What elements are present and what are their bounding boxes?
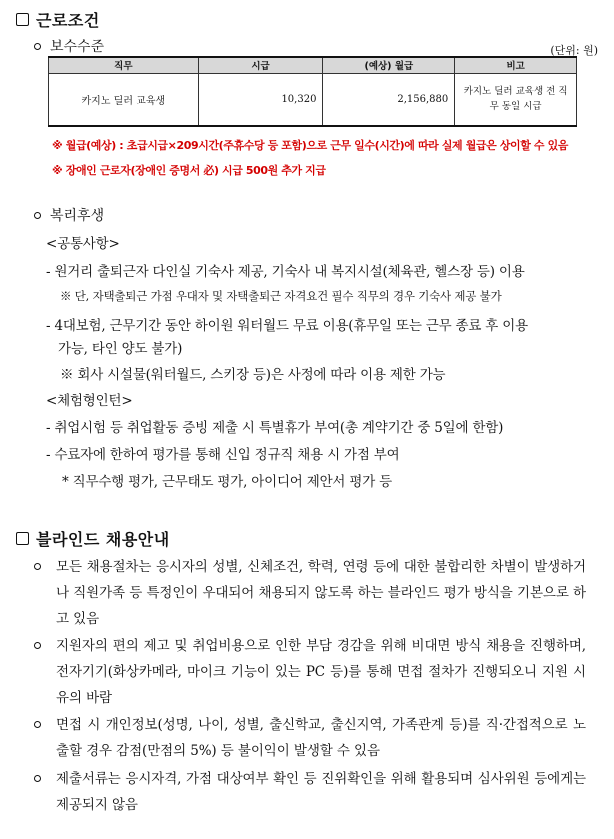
circle-bullet-icon [34,642,41,649]
note-disabled-worker: ※ 장애인 근로자(장애인 증명서 必) 시급 500원 추가 지급 [52,164,326,177]
circle-bullet-icon [34,721,41,728]
circle-bullet-icon [34,212,41,219]
welfare-line: 가능, 타인 양도 불가) [58,341,183,357]
checkbox-square-icon [16,13,29,26]
welfare-line: - 수료자에 한하여 평가를 통해 신입 정규직 채용 시 가점 부여 [46,447,400,463]
table-header-row [49,57,577,73]
column-header: 직무 [49,57,199,73]
list-item [34,712,586,764]
welfare-line: <공통사항> [46,236,120,252]
unit-label: (단위: 원) [550,44,598,57]
welfare-line: ※ 회사 시설물(워터월드, 스키장 등)은 사정에 따라 이용 제한 가능 [60,367,446,383]
column-header: (예상) 월급 [323,57,455,73]
column-header: 시급 [198,57,323,73]
welfare-line: * 직무수행 평가, 근무태도 평가, 아이디어 제안서 평가 등 [62,474,392,490]
table-row [49,73,577,126]
table-cell-monthly: 2,156,880 [323,73,455,126]
note-monthly-estimate: ※ 월급(예상) : 초급시급×209시간(주휴수당 등 포함)으로 근무 일수(시간)에 따라 실제 월급은 상이할 수 있음 [52,139,569,152]
section-title: 블라인드 채용안내 [36,530,170,549]
pay-heading-label: 보수수준 [50,39,105,55]
column-header: 비고 [455,57,577,73]
welfare-line: - 4대보험, 근무기간 동안 하이원 워터월드 무료 이용(휴무일 또는 근무 종료 후 이용 [46,318,528,334]
table-cell-job: 카지노 딜러 교육생 [49,73,199,126]
circle-bullet-icon [34,43,41,50]
circle-bullet-icon [34,563,41,570]
list-item-text: 모든 채용절차는 응시자의 성별, 신체조건, 학력, 연령 등에 대한 불합리한 차별이 발생하거나 직원가족 등 특정인이 우대되어 채용되지 않도록 하는 블라인드 평가 방식을 기본으로 하고 있음 [56,559,586,627]
pay-heading [34,36,104,56]
circle-bullet-icon [34,775,41,782]
welfare-line: - 원거리 출퇴근자 다인실 기숙사 제공, 기숙사 내 복지시설(체육관, 헬스장 등) 이용 [46,264,525,280]
welfare-line: <체험형인턴> [46,393,133,409]
section-heading-working-conditions [16,8,100,31]
welfare-heading-label: 복리후생 [50,208,105,224]
list-item [34,554,586,632]
section-title: 근로조건 [36,11,100,30]
welfare-heading [34,205,104,225]
checkbox-square-icon [16,532,29,545]
list-item [34,766,586,818]
list-item [34,633,586,711]
list-item-text: 제출서류는 응시자격, 가점 대상여부 확인 등 진위확인을 위해 활용되며 심사위원 등에게는 제공되지 않음 [56,771,586,813]
welfare-line: ※ 단, 자택출퇴근 가점 우대자 및 자택출퇴근 자격요건 필수 직무의 경우 기숙사 제공 불가 [60,289,502,303]
list-item-text: 지원자의 편의 제고 및 취업비용으로 인한 부담 경감을 위해 비대면 방식 채용을 진행하며, 전자기기(화상카메라, 마이크 기능이 있는 PC 등)를 통해 면접 절차가 진행되오니 지원 시 유의 바람 [56,638,586,706]
table-cell-remark: 카지노 딜러 교육생 전 직무 동일 시급 [455,73,577,126]
pay-table [48,56,577,127]
table-cell-hourly: 10,320 [198,73,323,126]
section-heading-blind-hiring [16,527,170,550]
welfare-line: - 취업시험 등 취업활동 증빙 제출 시 특별휴가 부여(총 계약기간 중 5일에 한함) [46,420,504,436]
list-item-text: 면접 시 개인정보(성명, 나이, 성별, 출신학교, 출신지역, 가족관계 등)를 직·간접적으로 노출할 경우 감점(만점의 5%) 등 불이익이 발생할 수 있음 [56,717,586,759]
